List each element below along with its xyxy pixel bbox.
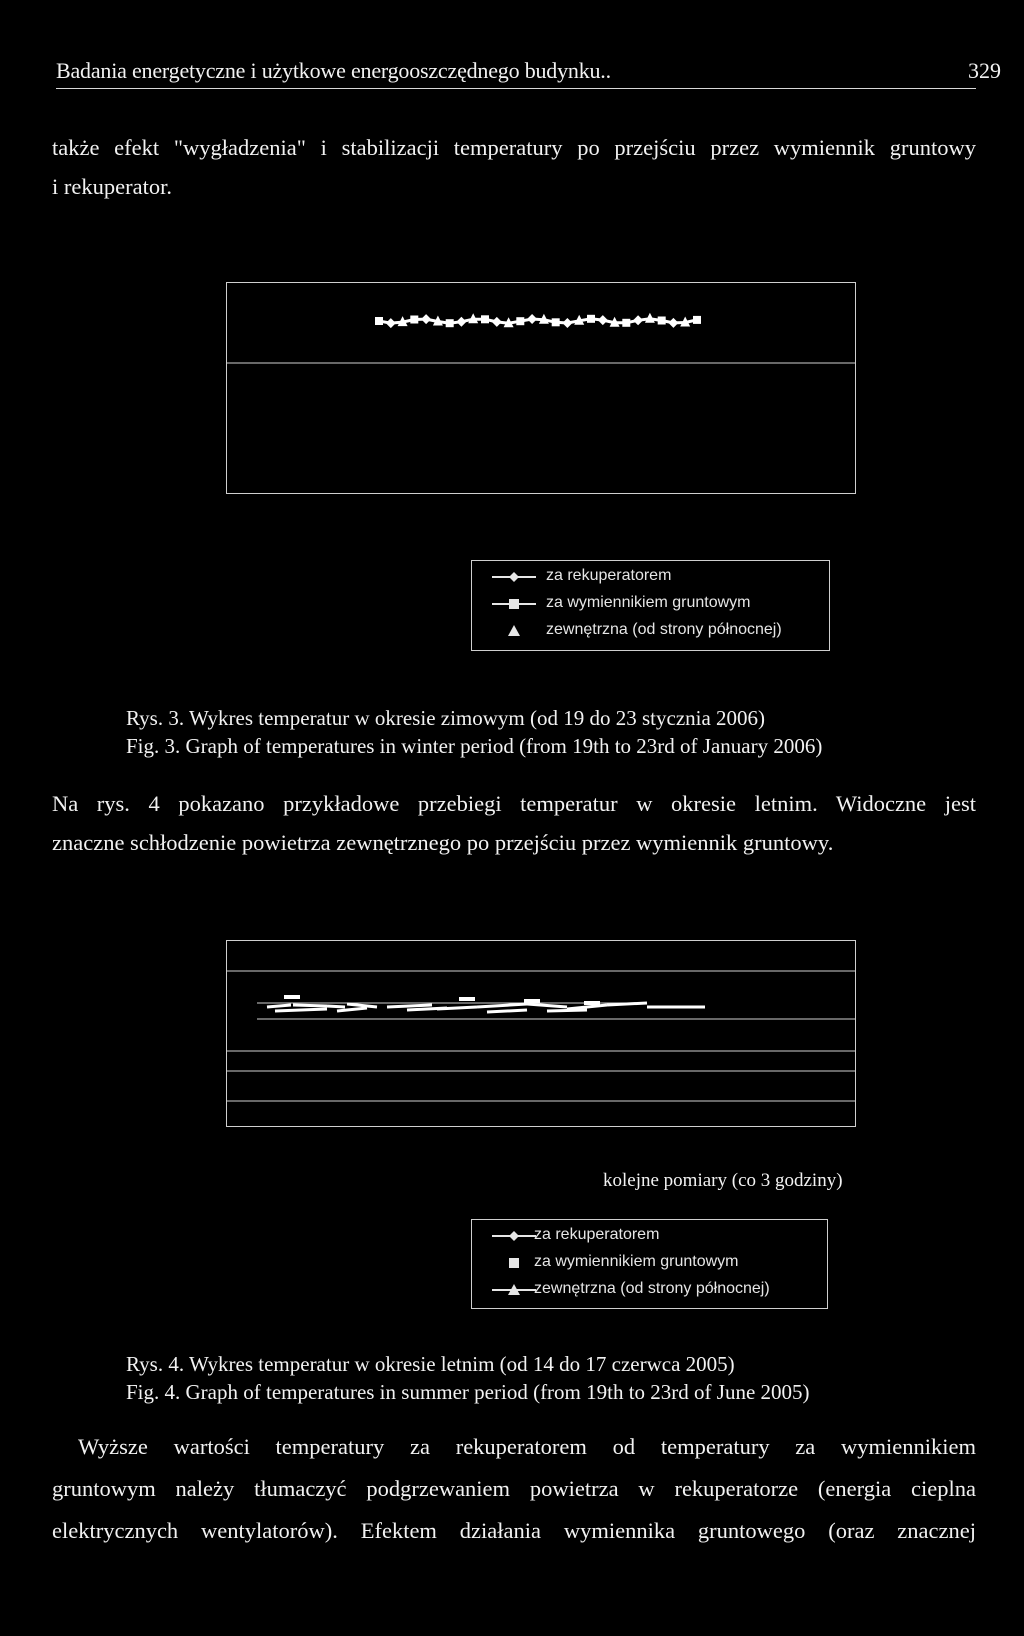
running-header: Badania energetyczne i użytkowe energooszczędnego budynku..: [56, 58, 611, 83]
paragraph-line: i rekuperator.: [52, 174, 172, 199]
series-segment: [267, 1005, 291, 1007]
series-point: [552, 318, 560, 326]
paragraph-3: [52, 1426, 976, 1552]
paragraph-1: [52, 128, 976, 206]
legend-label: za wymiennikiem gruntowym: [534, 1253, 739, 1270]
page-number: 329: [968, 58, 1001, 83]
triangle-marker-icon: [492, 1280, 536, 1300]
series-point: [375, 317, 383, 325]
series-point: [622, 319, 630, 327]
series-point: [284, 995, 300, 999]
figure-3-legend: [471, 560, 830, 651]
series-point: [584, 1001, 600, 1005]
figure-4-xlabel: kolejne pomiary (co 3 godziny): [603, 1170, 843, 1191]
series-point: [562, 318, 572, 328]
figure-3-caption-pl: Rys. 3. Wykres temperatur w okresie zimowym (od 19 do 23 stycznia 2006): [126, 706, 766, 730]
series-segment: [547, 1010, 587, 1011]
paragraph-line: Na rys. 4 pokazano przykładowe przebiegi temperatur w okresie letnim. Widoczne jest: [52, 791, 976, 816]
series-point: [516, 317, 524, 325]
figure-4-caption-en: Fig. 4. Graph of temperatures in summer period (from 19th to 23rd of June 2005): [126, 1380, 810, 1404]
series-point: [386, 318, 396, 328]
series-segment: [477, 1004, 527, 1007]
figure-3-caption-en: Fig. 3. Graph of temperatures in winter period (from 19th to 23rd of January 2006): [126, 734, 823, 758]
series-point: [410, 316, 418, 324]
square-marker-icon: [492, 594, 536, 614]
series-segment: [347, 1004, 377, 1007]
series-point: [527, 314, 537, 324]
figure-4-legend: [471, 1219, 828, 1309]
figure-3-chart: [226, 282, 856, 494]
series-point: [668, 318, 678, 328]
diamond-marker-icon: [492, 1226, 536, 1246]
paragraph-line: Wyższe wartości temperatury za rekuperatorem od temperatury za wymiennikiem: [78, 1434, 976, 1459]
series-point: [587, 315, 595, 323]
square-marker-icon: [492, 1253, 536, 1273]
figure-3-series: [375, 313, 701, 328]
figure-3-plot: [227, 283, 855, 493]
paragraph-line: także efekt "wygładzenia" i stabilizacji temperatury po przejściu przez wymiennik gruntowy: [52, 135, 976, 160]
header-rule: [56, 88, 976, 89]
series-segment: [607, 1003, 647, 1005]
paragraph-2: [52, 784, 976, 862]
legend-label: za rekuperatorem: [534, 1226, 660, 1243]
triangle-marker-icon: [492, 621, 536, 641]
series-point: [481, 315, 489, 323]
series-segment: [337, 1008, 367, 1011]
series-segment: [407, 1008, 447, 1010]
series-point: [598, 315, 608, 325]
series-segment: [327, 1006, 345, 1007]
diamond-marker-icon: [492, 567, 536, 587]
series-point: [658, 317, 666, 325]
paragraph-line: elektrycznych wentylatorów). Efektem działania wymiennika gruntowego (oraz znacznej: [52, 1518, 976, 1543]
figure-4-plot: [227, 941, 855, 1126]
series-point: [633, 315, 643, 325]
series-segment: [275, 1009, 327, 1011]
series-point: [456, 317, 466, 327]
legend-label: za wymiennikiem gruntowym: [546, 594, 751, 611]
series-point: [693, 316, 701, 324]
series-segment: [527, 1004, 567, 1007]
series-point: [446, 319, 454, 327]
series-segment: [487, 1010, 527, 1012]
series-point: [459, 997, 475, 1001]
series-segment: [293, 1005, 327, 1006]
legend-label: za rekuperatorem: [546, 567, 672, 584]
series-point: [492, 317, 502, 327]
figure-4-chart: [226, 940, 856, 1127]
legend-label: zewnętrzna (od strony północnej): [546, 621, 782, 638]
series-point: [524, 999, 540, 1003]
legend-label: zewnętrzna (od strony północnej): [534, 1280, 770, 1297]
paragraph-line: gruntowym należy tłumaczyć podgrzewaniem powietrza w rekuperatorze (energia cieplna: [52, 1476, 976, 1501]
series-segment: [567, 1005, 607, 1009]
figure-4-caption-pl: Rys. 4. Wykres temperatur w okresie letnim (od 14 do 17 czerwca 2005): [126, 1352, 735, 1376]
series-point: [421, 314, 431, 324]
paragraph-line: znaczne schłodzenie powietrza zewnętrznego po przejściu przez wymiennik gruntowy.: [52, 830, 834, 855]
series-segment: [387, 1005, 432, 1007]
